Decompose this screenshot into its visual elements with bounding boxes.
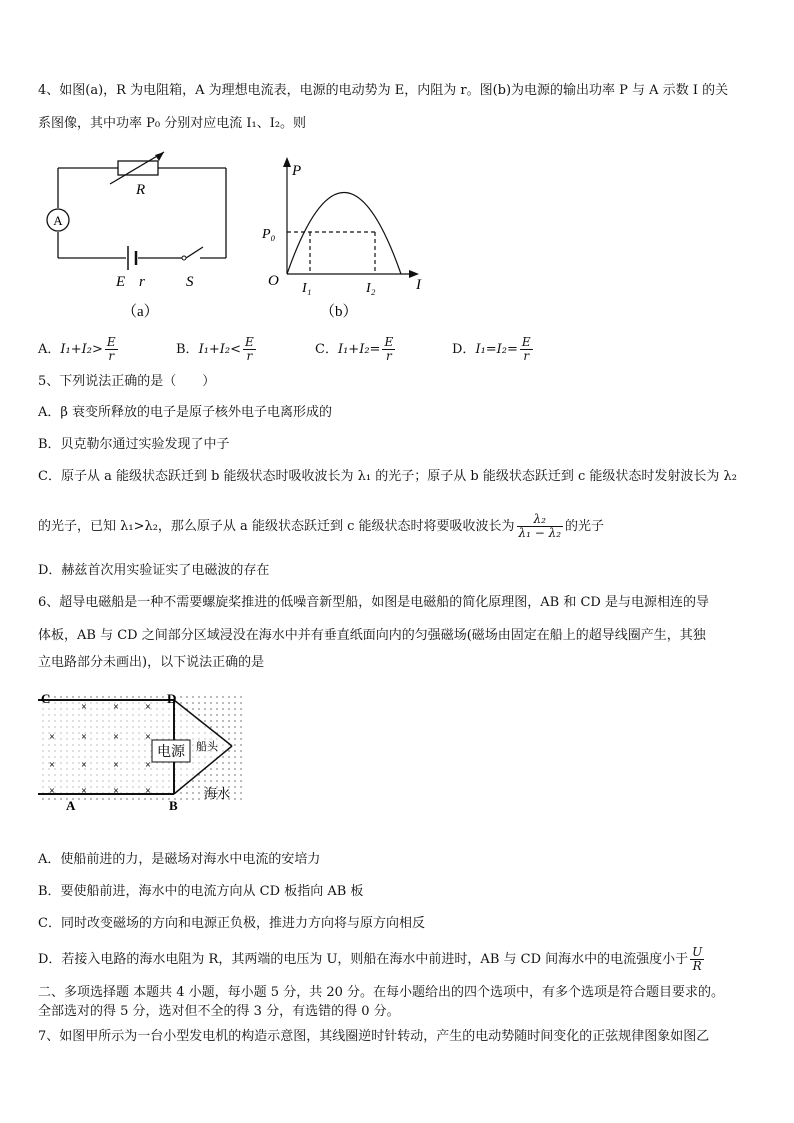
q4-power-graph — [258, 155, 433, 325]
section2-heading-line2: 全部选对的得 5 分，选对但不全的得 3 分，有选错的得 0 分。 — [38, 1004, 400, 1019]
graph-label-I: I — [416, 277, 421, 293]
circuit-label-r: r — [139, 274, 145, 290]
field-mark: × — [145, 702, 151, 713]
graph-label-I1: I₁ — [302, 281, 312, 296]
field-mark: × — [81, 702, 87, 713]
plate-label-A: A — [66, 798, 76, 813]
field-mark: × — [49, 786, 55, 797]
q4-option-d: D．I₁=I₂= $\frac{E}{r}$ — [452, 335, 531, 363]
q5-option-a: A．β 衰变所释放的电子是原子核外电子电离形成的 — [38, 405, 333, 420]
field-mark: × — [81, 732, 87, 743]
field-mark: × — [145, 786, 151, 797]
circuit-label-E: E — [116, 274, 126, 290]
circuit-label-S: S — [186, 274, 194, 290]
plate-label-C: C — [41, 691, 51, 706]
q4-option-b: B．I₁+I₂< $\frac{E}{r}$ — [176, 335, 254, 363]
q6-stem-line1: 6、超导电磁船是一种不需要螺旋桨推进的低噪音新型船，如图是电磁船的简化原理图，AB 和 CD 是与电源相连的导 — [38, 595, 709, 610]
q5-option-d: D．赫兹首次用实验证实了电磁波的存在 — [38, 563, 270, 578]
field-mark: × — [145, 760, 151, 771]
plate-label-B: B — [169, 798, 178, 813]
sea-label: 海水 — [204, 786, 231, 801]
circuit-label-A: A — [53, 213, 63, 228]
power-source-label: 电源 — [157, 745, 185, 760]
q6-option-a: A．使船前进的力，是磁场对海水中电流的安培力 — [38, 852, 321, 867]
q4-option-c: C．I₁+I₂= $\frac{E}{r}$ — [315, 335, 394, 363]
graph-label-P0: P₀ — [262, 227, 276, 242]
q6-option-c: C．同时改变磁场的方向和电源正负极，推进力方向将与原方向相反 — [38, 916, 425, 931]
field-mark: × — [49, 732, 55, 743]
graph-label-P: P — [292, 163, 302, 179]
figure-b-caption: （b） — [320, 304, 358, 320]
field-mark: × — [81, 786, 87, 797]
q6-ship-figure — [36, 688, 248, 816]
q4-circuit-figure — [40, 150, 240, 320]
q6-option-d: D．若接入电路的海水电阻为 R，其两端的电压为 U，则船在海水中前进时，AB 与 CD 间海水中的电流强度小于 $\frac{U}{R}$ — [38, 945, 703, 973]
graph-label-O: O — [268, 273, 279, 289]
field-mark: × — [113, 760, 119, 771]
q4-option-a: A．I₁+I₂> $\frac{E}{r}$ — [38, 335, 116, 363]
q5-option-b: B．贝克勒尔通过实验发现了中子 — [38, 437, 230, 452]
plate-label-D: D — [167, 691, 177, 706]
field-mark: × — [113, 702, 119, 713]
q6-stem-line2: 体板，AB 与 CD 之间部分区域浸没在海水中并有垂直纸面向内的匀强磁场(磁场由固定在船上的超导线圈产生，其独 — [38, 628, 706, 643]
q4-stem-line1: 4、如图(a)，R 为电阻箱，A 为理想电流表，电源的电动势为 E，内阻为 r。图(b)为电源的输出功率 P 与 A 示数 I 的关 — [38, 83, 729, 98]
section2-heading-line1: 二、多项选择题 本题共 4 小题，每小题 5 分，共 20 分。在每小题给出的四个选项中，有多个选项是符合题目要求的。 — [38, 985, 725, 1000]
q6-stem-line3: 立电路部分未画出)，以下说法正确的是 — [38, 655, 265, 670]
field-mark: × — [49, 760, 55, 771]
graph-label-I2: I₂ — [366, 281, 376, 296]
bow-label: 船头 — [196, 741, 218, 753]
q5-option-c-line2: 的光子，已知 λ₁>λ₂，那么原子从 a 能级状态跃迁到 c 能级状态时将要吸收波长为 $\frac{\text{λ₂}}{\text{λ₁ − λ₂}}$ 的光子 — [38, 512, 605, 540]
power-curve — [287, 193, 401, 275]
field-mark: × — [145, 732, 151, 743]
field-mark: × — [113, 732, 119, 743]
q5-stem: 5、下列说法正确的是（ ） — [38, 374, 216, 389]
field-mark: × — [113, 786, 119, 797]
q6-option-b: B．要使船前进，海水中的电流方向从 CD 板指向 AB 板 — [38, 884, 364, 899]
q7-stem-line1: 7、如图甲所示为一台小型发电机的构造示意图，其线圈逆时针转动，产生的电动势随时间变化的正弦规律图象如图乙 — [38, 1029, 710, 1044]
q5-option-c-line1: C．原子从 a 能级状态跃迁到 b 能级状态时吸收波长为 λ₁ 的光子；原子从 b 能级状态跃迁到 c 能级状态时发射波长为 λ₂ — [38, 469, 737, 484]
field-mark: × — [81, 760, 87, 771]
circuit-label-R: R — [136, 182, 146, 198]
q4-stem-line2: 系图像，其中功率 P₀ 分别对应电流 I₁、I₂。则 — [38, 116, 307, 131]
figure-a-caption: （a） — [122, 304, 159, 320]
